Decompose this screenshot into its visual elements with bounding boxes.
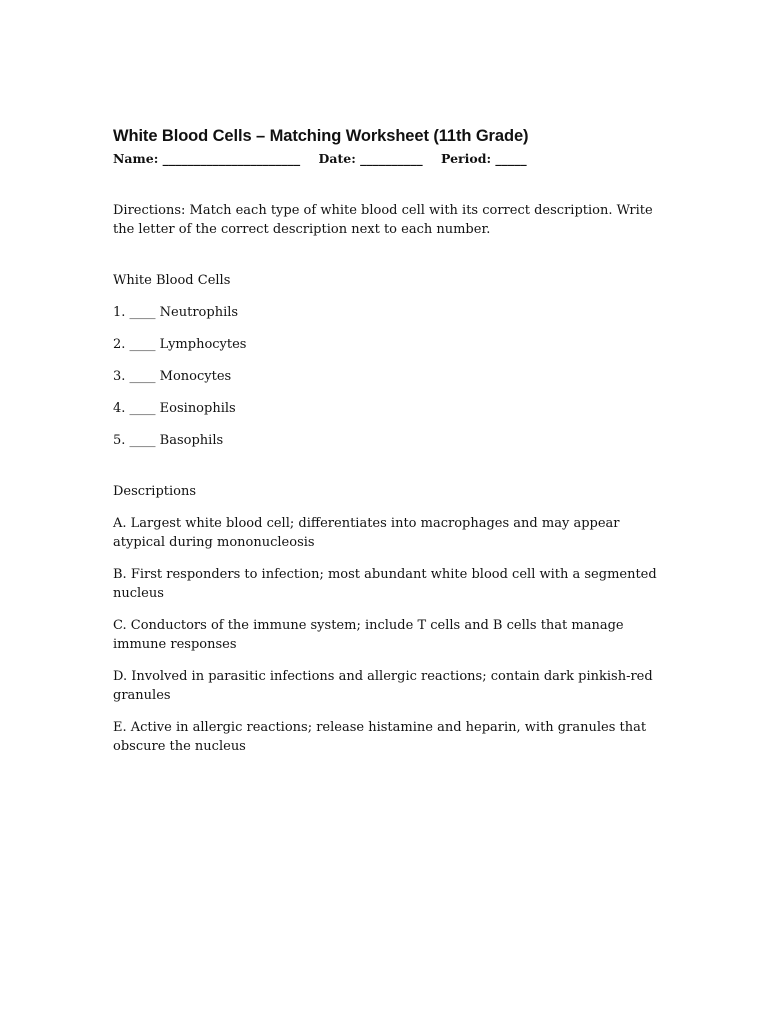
cell-item: 4. ____ Eosinophils (113, 401, 236, 416)
description-item: A. Largest white blood cell; differentiates into macrophages and may appear atypical during mononucleosis (113, 516, 620, 550)
cell-item: 3. ____ Monocytes (113, 369, 232, 384)
directions-text: Directions: Match each type of white blood cell with its correct description. Write the letter of the correct description next to each number. (113, 203, 653, 237)
description-item: C. Conductors of the immune system; include T cells and B cells that manage immune responses (113, 618, 624, 652)
worksheet-title: White Blood Cells – Matching Worksheet (11th Grade) (113, 127, 529, 145)
name-field: Name: ______________________ (113, 151, 301, 166)
date-field: Date: __________ (318, 151, 423, 166)
cell-item: 2. ____ Lymphocytes (113, 337, 247, 352)
description-item: B. First responders to infection; most abundant white blood cell with a segmented nucleus (113, 567, 657, 601)
descriptions-heading: Descriptions (113, 484, 197, 499)
description-item: D. Involved in parasitic infections and allergic reactions; contain dark pinkish-red granules (113, 669, 653, 703)
period-field: Period: _____ (441, 151, 527, 166)
cells-heading: White Blood Cells (113, 273, 231, 288)
worksheet-page (113, 126, 673, 756)
cell-item: 1. ____ Neutrophils (113, 305, 239, 320)
student-info-line (113, 149, 673, 168)
cell-item: 5. ____ Basophils (113, 433, 224, 448)
description-item: E. Active in allergic reactions; release histamine and heparin, with granules that obscure the nucleus (113, 720, 647, 754)
